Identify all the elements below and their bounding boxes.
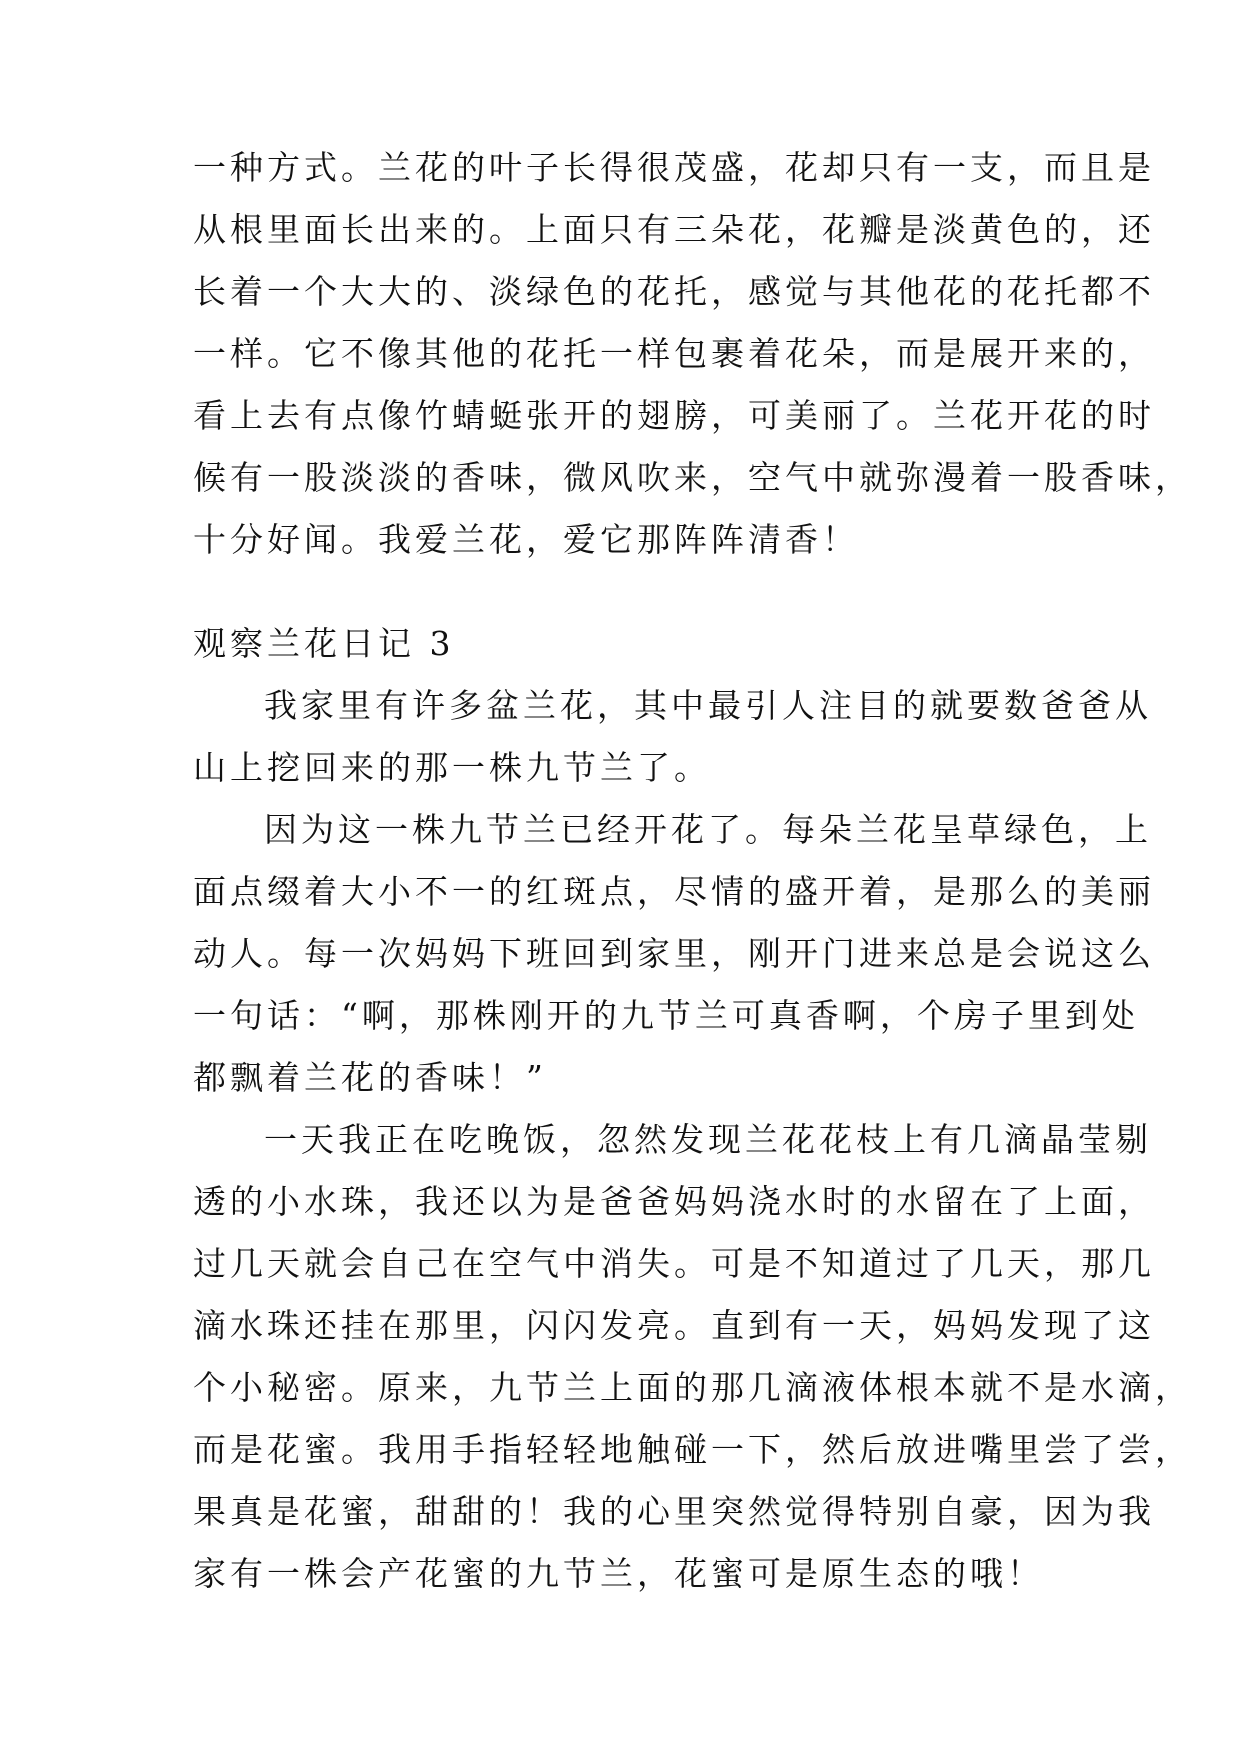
text-line: 候有一股淡淡的香味，微风吹来，空气中就弥漫着一股香味， [193,458,1192,497]
text-line: 个小秘密。原来，九节兰上面的那几滴液体根本就不是水滴， [193,1368,1192,1407]
text-line: 一句话：“啊，那株刚开的九节兰可真香啊，个房子里到处 [193,996,1139,1035]
text-line: 过几天就会自己在空气中消失。可是不知道过了几天，那几 [193,1244,1155,1283]
text-line: 面点缀着大小不一的红斑点，尽情的盛开着，是那么的美丽 [193,872,1155,911]
section-title: 观察兰花日记 3 [193,624,455,663]
paragraph-first-line: 一天我正在吃晚饭，忽然发现兰花花枝上有几滴晶莹剔 [264,1120,1152,1159]
text-line: 从根里面长出来的。上面只有三朵花，花瓣是淡黄色的，还 [193,210,1155,249]
text-line: 一样。它不像其他的花托一样包裹着花朵，而是展开来的， [193,334,1155,373]
text-line: 滴水珠还挂在那里，闪闪发亮。直到有一天，妈妈发现了这 [193,1306,1155,1345]
paragraph-first-line: 因为这一株九节兰已经开花了。每朵兰花呈草绿色，上 [264,810,1152,849]
text-line: 看上去有点像竹蜻蜓张开的翅膀，可美丽了。兰花开花的时 [193,396,1155,435]
text-line: 都飘着兰花的香味！” [193,1058,547,1097]
paragraph-first-line: 我家里有许多盆兰花，其中最引人注目的就要数爸爸从 [264,686,1152,725]
text-line: 十分好闻。我爱兰花，爱它那阵阵清香！ [193,520,859,559]
text-line: 长着一个大大的、淡绿色的花托，感觉与其他花的花托都不 [193,272,1155,311]
text-line: 果真是花蜜，甜甜的！我的心里突然觉得特别自豪，因为我 [193,1492,1155,1531]
text-line: 家有一株会产花蜜的九节兰，花蜜可是原生态的哦！ [193,1554,1044,1593]
text-line: 透的小水珠，我还以为是爸爸妈妈浇水时的水留在了上面， [193,1182,1155,1221]
text-line: 山上挖回来的那一株九节兰了。 [193,748,711,787]
text-line: 动人。每一次妈妈下班回到家里，刚开门进来总是会说这么 [193,934,1155,973]
text-line: 一种方式。兰花的叶子长得很茂盛，花却只有一支，而且是 [193,148,1155,187]
text-line: 而是花蜜。我用手指轻轻地触碰一下，然后放进嘴里尝了尝， [193,1430,1192,1469]
